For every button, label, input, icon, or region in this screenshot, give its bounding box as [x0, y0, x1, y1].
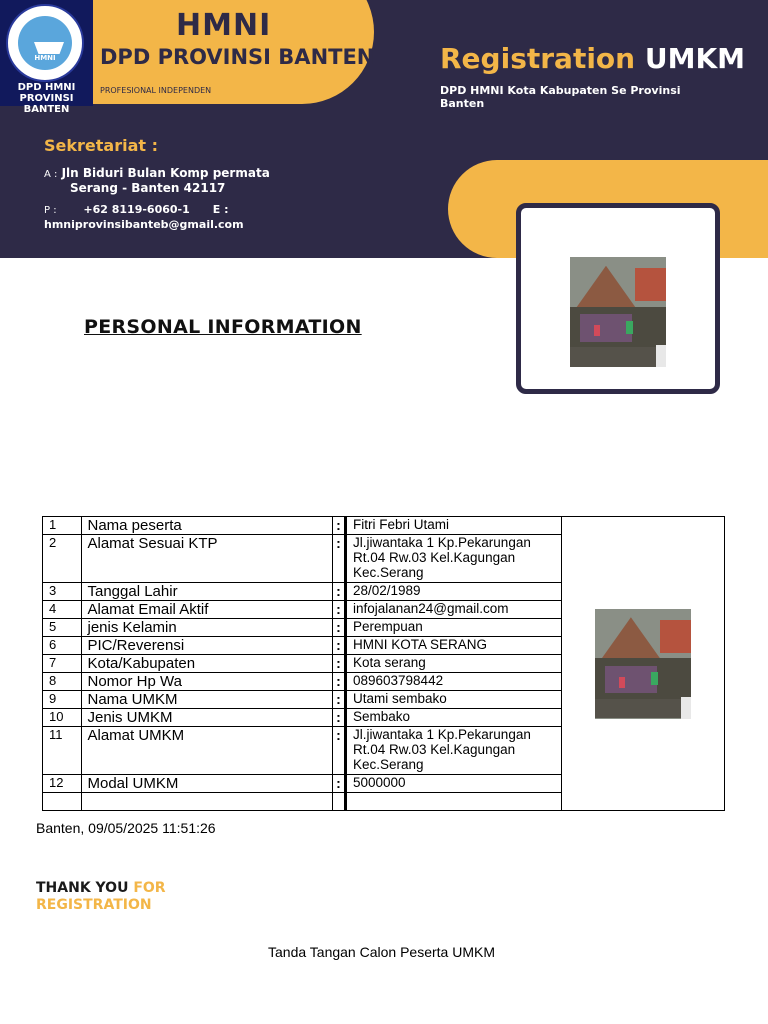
- row-colon: :: [332, 775, 345, 793]
- registration-title-word1: Registration: [440, 42, 636, 75]
- row-label: jenis Kelamin: [81, 619, 332, 637]
- sekretariat-heading: Sekretariat :: [44, 136, 158, 155]
- row-label: PIC/Reverensi: [81, 637, 332, 655]
- row-number: 8: [43, 673, 82, 691]
- row-label: Nama UMKM: [81, 691, 332, 709]
- row-colon: :: [332, 709, 345, 727]
- table-row: [43, 517, 725, 535]
- logo-text-line1: DPD HMNI: [17, 82, 76, 93]
- table-photo-cell: [561, 517, 724, 811]
- row-label: Tanggal Lahir: [81, 583, 332, 601]
- table-applicant-photo: [595, 609, 691, 719]
- ship-icon: [34, 42, 64, 54]
- row-label: Nama peserta: [81, 517, 332, 535]
- row-label: Alamat Email Aktif: [81, 601, 332, 619]
- phone-number: +62 8119-6060-1: [83, 203, 190, 216]
- registration-subtitle: DPD HMNI Kota Kabupaten Se Provinsi Banten: [440, 84, 681, 110]
- email-label: E :: [212, 203, 229, 216]
- row-value: infojalanan24@gmail.com: [345, 601, 561, 619]
- row-value: HMNI KOTA SERANG: [345, 637, 561, 655]
- row-number: 3: [43, 583, 82, 601]
- empty-cell: [81, 793, 332, 811]
- row-value: 28/02/1989: [345, 583, 561, 601]
- row-value: 089603798442: [345, 673, 561, 691]
- row-label: Alamat Sesuai KTP: [81, 535, 332, 583]
- address-text: Jln Biduri Bulan Komp permata: [61, 166, 270, 180]
- logo-text-line2: PROVINSI BANTEN: [19, 93, 74, 115]
- row-value: Kota serang: [345, 655, 561, 673]
- address-label: A :: [44, 169, 58, 180]
- row-value: Jl.jiwantaka 1 Kp.Pekarungan Rt.04 Rw.03 Kel.Kagungan Kec.Serang: [345, 535, 561, 583]
- row-number: 1: [43, 517, 82, 535]
- row-value: Fitri Febri Utami: [345, 517, 561, 535]
- signature-label: Tanda Tangan Calon Peserta UMKM: [268, 944, 495, 960]
- row-value: Perempuan: [345, 619, 561, 637]
- phone-label: P :: [44, 205, 57, 216]
- row-number: 11: [43, 727, 82, 775]
- empty-cell: [43, 793, 82, 811]
- row-number: 4: [43, 601, 82, 619]
- row-colon: :: [332, 673, 345, 691]
- row-value: Utami sembako: [345, 691, 561, 709]
- row-colon: :: [332, 637, 345, 655]
- row-colon: :: [332, 619, 345, 637]
- row-colon: :: [332, 601, 345, 619]
- thanks-registration: REGISTRATION: [36, 897, 152, 913]
- thanks-for: FOR: [133, 880, 166, 896]
- address-line2: Serang - Banten 42117: [70, 181, 226, 195]
- row-number: 5: [43, 619, 82, 637]
- row-number: 9: [43, 691, 82, 709]
- contact-info: [44, 203, 244, 232]
- row-number: 10: [43, 709, 82, 727]
- page-title: PERSONAL INFORMATION: [84, 316, 362, 338]
- logo-inner-text: HMNI: [34, 54, 56, 62]
- signature-date: Banten, 09/05/2025 11:51:26: [36, 820, 216, 836]
- row-value: Sembako: [345, 709, 561, 727]
- row-label: Jenis UMKM: [81, 709, 332, 727]
- row-value: Jl.jiwantaka 1 Kp.Pekarungan Rt.04 Rw.03 Kel.Kagungan Kec.Serang: [345, 727, 561, 775]
- row-number: 2: [43, 535, 82, 583]
- row-label: Modal UMKM: [81, 775, 332, 793]
- empty-cell: [332, 793, 345, 811]
- row-label: Kota/Kabupaten: [81, 655, 332, 673]
- org-title: HMNI: [176, 8, 272, 43]
- org-tagline: PROFESIONAL INDEPENDEN: [100, 86, 212, 95]
- row-number: 7: [43, 655, 82, 673]
- logo-emblem-icon: [6, 4, 84, 82]
- row-colon: :: [332, 727, 345, 775]
- hmni-logo: [0, 0, 93, 115]
- row-label: Nomor Hp Wa: [81, 673, 332, 691]
- row-number: 12: [43, 775, 82, 793]
- row-label: Alamat UMKM: [81, 727, 332, 775]
- row-colon: :: [332, 691, 345, 709]
- applicant-photo-frame: [516, 203, 720, 394]
- address-line1: [44, 166, 270, 182]
- row-colon: :: [332, 517, 345, 535]
- email-address: hmniprovinsibanteb@gmail.com: [44, 218, 244, 231]
- row-colon: :: [332, 583, 345, 601]
- row-value: 5000000: [345, 775, 561, 793]
- row-colon: :: [332, 655, 345, 673]
- empty-cell: [345, 793, 561, 811]
- registration-table: [42, 516, 725, 811]
- registration-title-word2: UMKM: [644, 42, 746, 75]
- row-number: 6: [43, 637, 82, 655]
- org-subtitle: DPD PROVINSI BANTEN: [100, 45, 375, 69]
- applicant-photo: [570, 257, 666, 367]
- thank-you-note: [36, 880, 166, 914]
- row-colon: :: [332, 535, 345, 583]
- thanks-text: THANK YOU: [36, 880, 129, 896]
- registration-title: [440, 42, 745, 75]
